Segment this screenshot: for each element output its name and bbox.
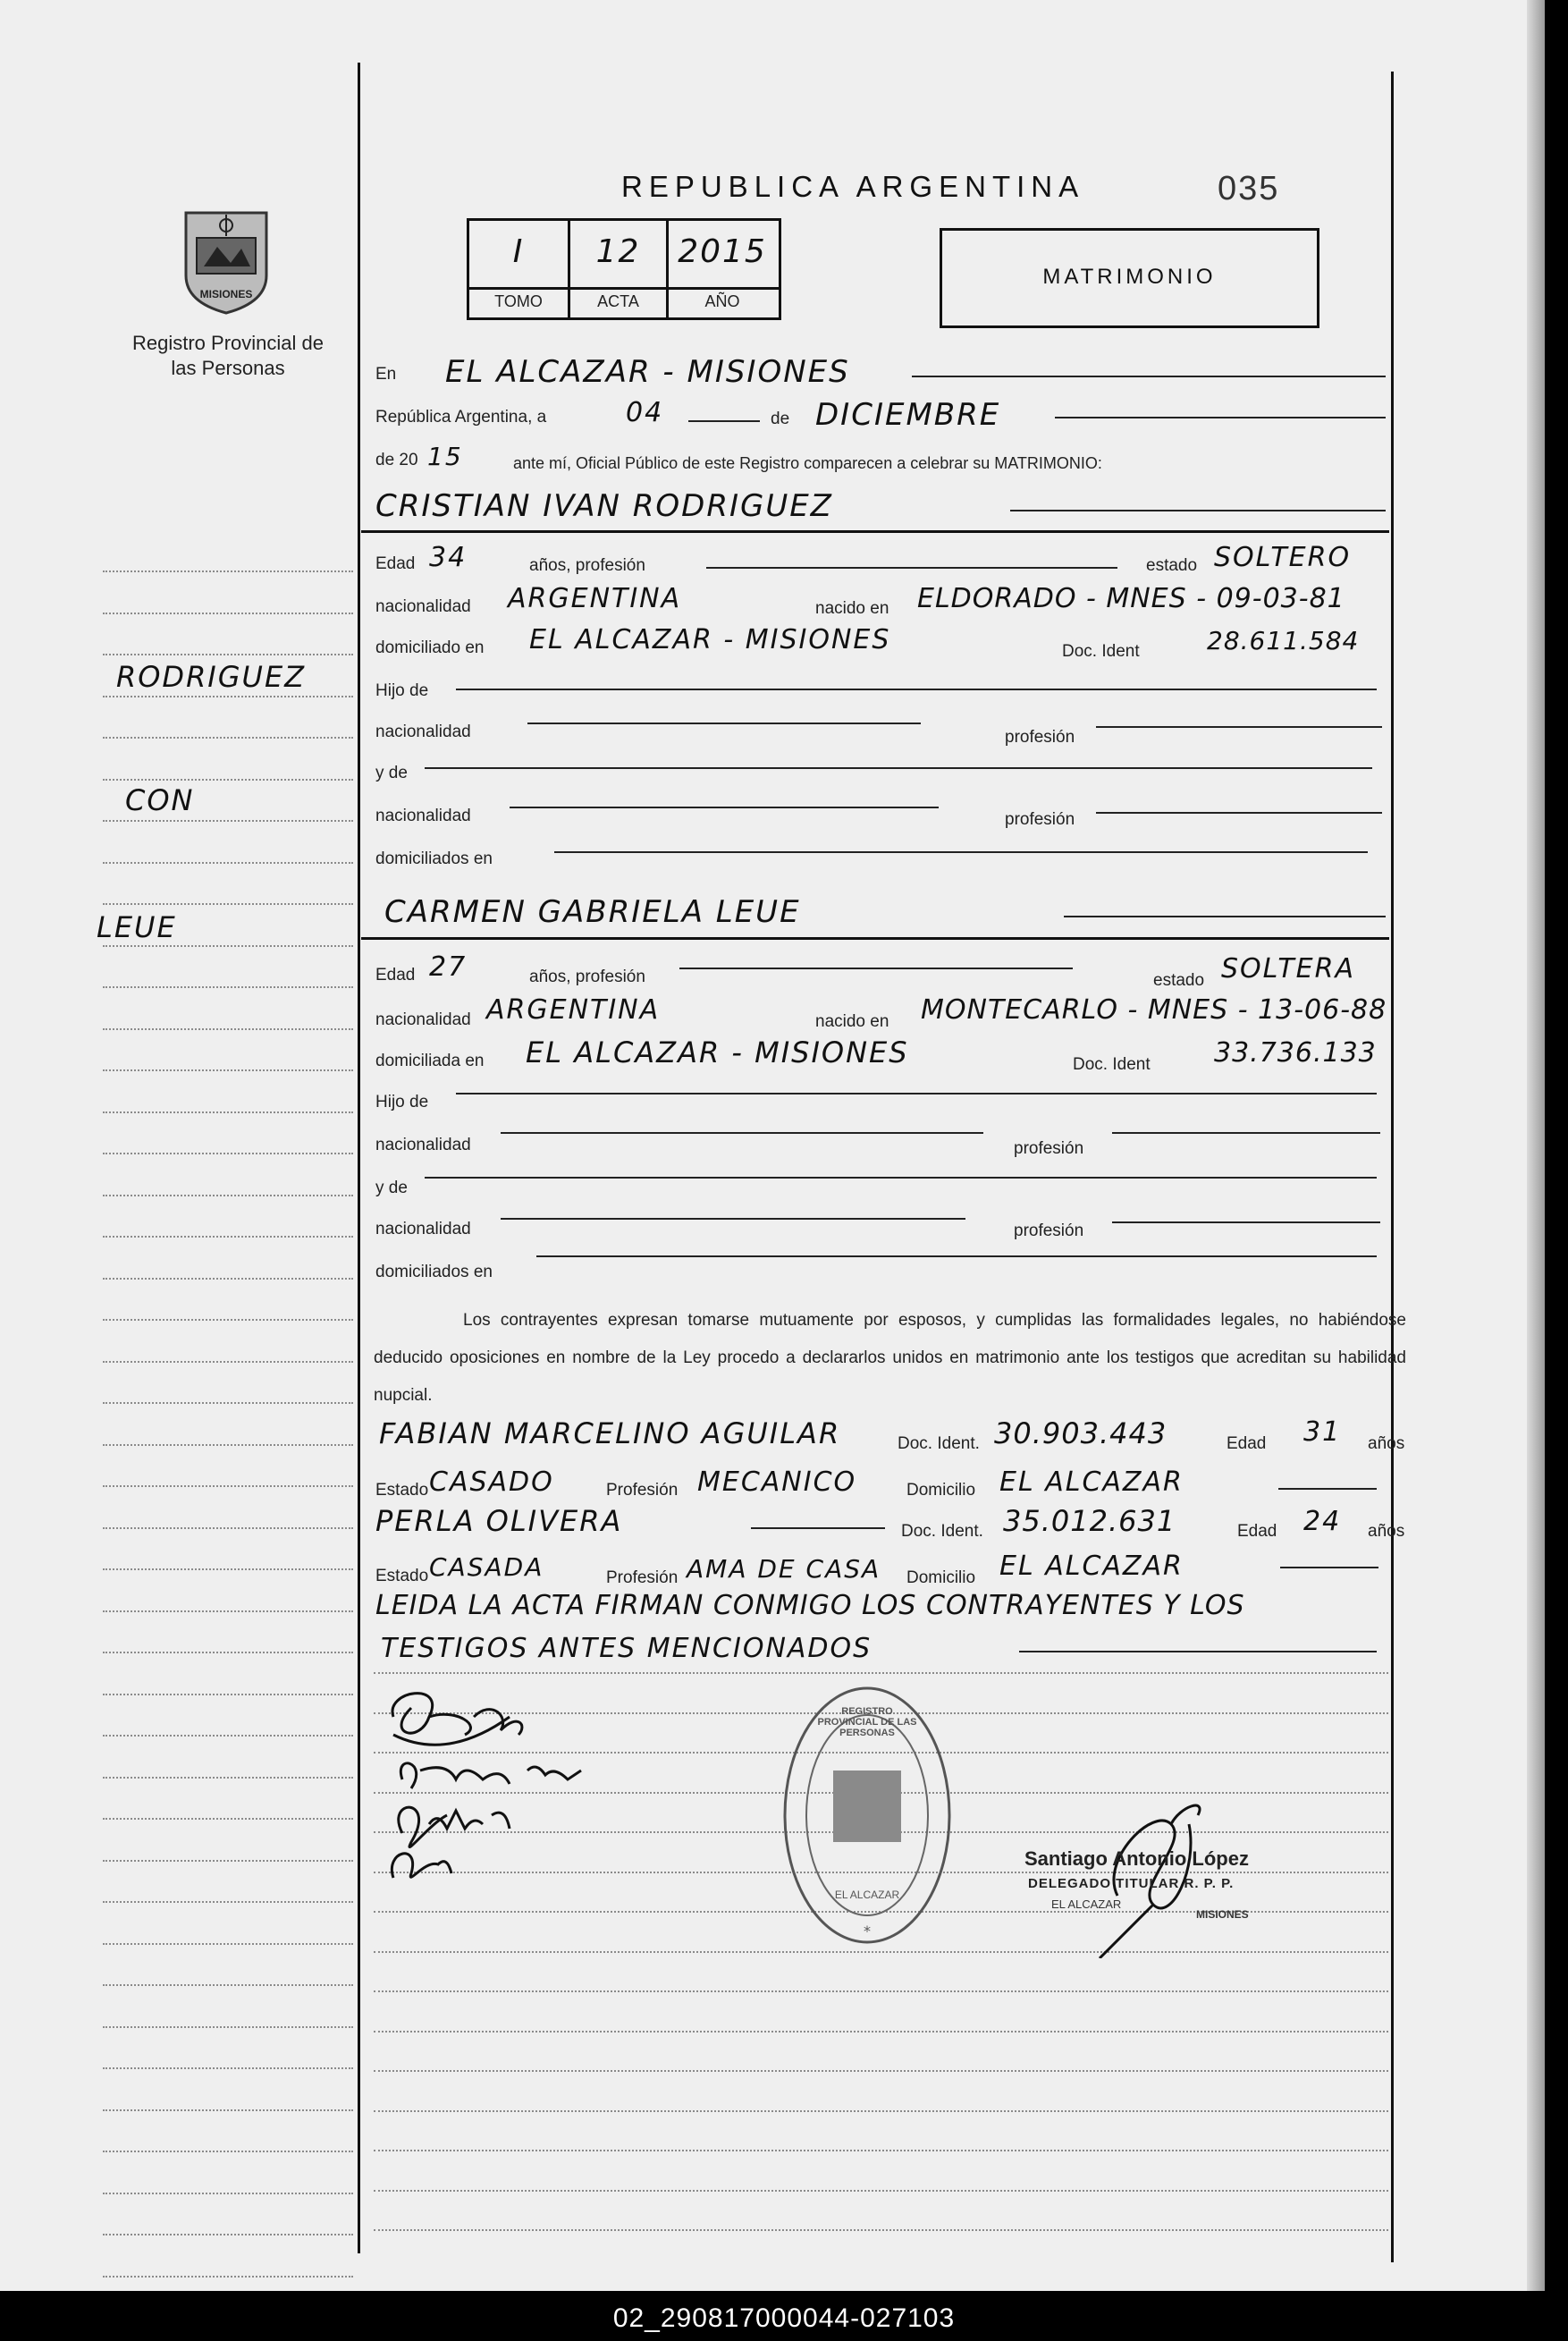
place: EL ALCAZAR - MISIONES bbox=[445, 354, 850, 390]
witness2-doc-label: Doc. Ident. bbox=[901, 1522, 983, 1541]
body-dotted-line bbox=[374, 2031, 1388, 2033]
spouse1-estado-label: estado bbox=[1146, 556, 1198, 575]
spouse2-estado: SOLTERA bbox=[1221, 953, 1355, 985]
spouse1-nac-label: nacionalidad bbox=[375, 597, 471, 616]
margin-surname-2: LEUE bbox=[97, 910, 177, 944]
spouse2-estado-label: estado bbox=[1153, 971, 1205, 990]
witness1-edad-label: Edad bbox=[1227, 1434, 1267, 1453]
official-name: Santiago Antonio López bbox=[1024, 1847, 1249, 1870]
spouse1-domiciliados-label: domiciliados en bbox=[375, 849, 493, 868]
margin-dotted-line bbox=[103, 654, 353, 655]
margin-dotted-line bbox=[103, 1153, 353, 1154]
margin-dotted-line bbox=[103, 1278, 353, 1280]
year-prefix: de 20 bbox=[375, 451, 418, 469]
margin-dotted-line bbox=[103, 1901, 353, 1903]
margin-dotted-line bbox=[103, 2234, 353, 2235]
witness2-anos-label: años bbox=[1368, 1522, 1405, 1541]
margin-dotted-line bbox=[103, 2067, 353, 2069]
spouse2-nac2-label: nacionalidad bbox=[375, 1136, 471, 1154]
witness1-anos-label: años bbox=[1368, 1434, 1405, 1453]
body-dotted-line bbox=[374, 2110, 1388, 2112]
margin-dotted-line bbox=[103, 862, 353, 864]
witness1-profesion: MECANICO bbox=[697, 1466, 857, 1498]
margin-dotted-line bbox=[103, 1444, 353, 1446]
witness1-estado: CASADO bbox=[429, 1466, 554, 1498]
acta-label: ACTA bbox=[597, 292, 639, 310]
spouse2-hijo-label: Hijo de bbox=[375, 1093, 429, 1111]
spouse2-edad-label: Edad bbox=[375, 966, 416, 985]
spouse1-anos-label: años, profesión bbox=[529, 556, 645, 575]
margin-dotted-line bbox=[103, 1069, 353, 1071]
official-seal bbox=[778, 1681, 957, 1949]
spouse2-doc: 33.736.133 bbox=[1214, 1037, 1377, 1069]
party-signatures bbox=[375, 1681, 679, 1896]
margin-connector: CON bbox=[125, 783, 195, 817]
spouse1-yde-label: y de bbox=[375, 764, 408, 782]
body-dotted-line bbox=[374, 2229, 1388, 2231]
spouse2-prof-label: profesión bbox=[1014, 1139, 1084, 1158]
spouse2-nac-label: nacionalidad bbox=[375, 1010, 471, 1029]
acta-value: 12 bbox=[595, 233, 641, 270]
spouse2-age: 27 bbox=[429, 951, 468, 983]
margin-dotted-line bbox=[103, 820, 353, 822]
official-title: DELEGADO TITULAR R. P. P. bbox=[1028, 1876, 1235, 1891]
witness2-edad-label: Edad bbox=[1237, 1522, 1277, 1541]
witness1-doc: 30.903.443 bbox=[994, 1416, 1168, 1450]
spouse1-doc-label: Doc. Ident bbox=[1062, 642, 1140, 661]
margin-dotted-line bbox=[103, 1568, 353, 1570]
margin-dotted-line bbox=[103, 1319, 353, 1321]
margin-dotted-line bbox=[103, 737, 353, 739]
margin-dotted-line bbox=[103, 1777, 353, 1779]
spouse1-name: CRISTIAN IVAN RODRIGUEZ bbox=[375, 488, 833, 524]
spouse1-prof-label: profesión bbox=[1005, 728, 1075, 747]
margin-dotted-line bbox=[103, 2193, 353, 2194]
right-border bbox=[1391, 72, 1394, 2262]
tomo-value: I bbox=[512, 233, 525, 270]
spouse2-name: CARMEN GABRIELA LEUE bbox=[384, 894, 801, 930]
official-signature bbox=[1064, 1788, 1243, 1958]
margin-surname-1: RODRIGUEZ bbox=[116, 660, 307, 694]
witness2-estado-label: Estado bbox=[375, 1567, 429, 1585]
margin-dotted-line bbox=[103, 1652, 353, 1653]
witness2-domicilio: EL ALCAZAR bbox=[999, 1551, 1184, 1582]
spouse2-nationality: ARGENTINA bbox=[486, 994, 661, 1026]
witness1-doc-label: Doc. Ident. bbox=[898, 1434, 980, 1453]
day: 04 bbox=[626, 397, 664, 428]
margin-dotted-line bbox=[103, 1485, 353, 1487]
body-dotted-line bbox=[374, 2190, 1388, 2192]
margin-dotted-line bbox=[103, 613, 353, 614]
margin-dotted-line bbox=[103, 1735, 353, 1737]
spouse1-doc: 28.611.584 bbox=[1207, 626, 1360, 655]
margin-dotted-line bbox=[103, 1610, 353, 1612]
body-dotted-line bbox=[374, 1990, 1388, 1992]
margin-dotted-line bbox=[103, 696, 353, 697]
spouse1-estado: SOLTERO bbox=[1214, 542, 1352, 573]
witness1-name: FABIAN MARCELINO AGUILAR bbox=[379, 1416, 841, 1450]
spouse2-doc-label: Doc. Ident bbox=[1073, 1055, 1151, 1074]
registry-box bbox=[467, 218, 781, 320]
margin-dotted-line bbox=[103, 2151, 353, 2152]
margin-dotted-line bbox=[103, 1860, 353, 1862]
margin-dotted-line bbox=[103, 1236, 353, 1238]
witness2-age: 24 bbox=[1303, 1506, 1342, 1537]
spouse1-hijo-label: Hijo de bbox=[375, 681, 429, 700]
margin-dotted-line bbox=[103, 1694, 353, 1695]
margin-dotted-line bbox=[103, 903, 353, 905]
document-type-box bbox=[940, 228, 1319, 328]
closing-line-2: TESTIGOS ANTES MENCIONADOS bbox=[381, 1633, 873, 1664]
margin-dotted-line bbox=[103, 2109, 353, 2111]
spouse1-nacido-label: nacido en bbox=[815, 599, 889, 618]
anio-value: 2015 bbox=[678, 233, 767, 270]
seal-text: REGISTRO PROVINCIAL DE LAS PERSONAS bbox=[817, 1706, 917, 1738]
spouse1-dom-label: domiciliado en bbox=[375, 638, 485, 657]
spouse2-nac3-label: nacionalidad bbox=[375, 1220, 471, 1238]
body-dotted-line bbox=[374, 1672, 1388, 1674]
spouse1-birth: ELDORADO - MNES - 09-03-81 bbox=[917, 583, 1345, 614]
left-border bbox=[358, 63, 360, 2253]
spouse1-edad-label: Edad bbox=[375, 554, 416, 573]
margin-dotted-line bbox=[103, 1818, 353, 1820]
registry-emblem bbox=[177, 204, 275, 317]
witness2-profesion-label: Profesión bbox=[606, 1568, 679, 1587]
witness2-name: PERLA OLIVERA bbox=[375, 1504, 623, 1538]
spouse2-domiciliados-label: domiciliados en bbox=[375, 1263, 493, 1281]
margin-dotted-line bbox=[103, 779, 353, 781]
spouse2-birth: MONTECARLO - MNES - 13-06-88 bbox=[921, 994, 1387, 1026]
witness2-profesion: AMA DE CASA bbox=[687, 1554, 881, 1584]
margin-dotted-line bbox=[103, 1943, 353, 1945]
spouse1-nac3-label: nacionalidad bbox=[375, 807, 471, 825]
declaration-text: Los contrayentes expresan tomarse mutuamente por esposos, y cumplidas las formalidades legales, no habiéndose deducido oposiciones en nombre de la Ley procedo a declararlos unidos en matrimonio ante los testigos que acreditan su habilidad nupcial. bbox=[374, 1311, 1406, 1405]
margin-dotted-line bbox=[103, 1527, 353, 1529]
margin-dotted-line bbox=[103, 1984, 353, 1986]
seal-location: EL ALCAZAR bbox=[834, 1889, 900, 1901]
witness1-age: 31 bbox=[1303, 1416, 1342, 1448]
margin-dotted-line bbox=[103, 570, 353, 572]
margin-dotted-line bbox=[103, 1402, 353, 1404]
de-label: de bbox=[771, 410, 790, 428]
witness2-estado: CASADA bbox=[429, 1552, 544, 1582]
closing-line-1: LEIDA LA ACTA FIRMAN CONMIGO LOS CONTRAYENTES Y LOS bbox=[375, 1590, 1245, 1621]
tomo-label: TOMO bbox=[494, 292, 543, 310]
margin-dotted-line bbox=[103, 1111, 353, 1113]
page-number: 035 bbox=[1218, 170, 1280, 207]
witness1-domicilio-label: Domicilio bbox=[906, 1481, 976, 1500]
spouse1-nac2-label: nacionalidad bbox=[375, 723, 471, 741]
witness1-estado-label: Estado bbox=[375, 1481, 429, 1500]
header-country: REPUBLICA ARGENTINA bbox=[621, 170, 1085, 203]
margin-dotted-line bbox=[103, 2026, 353, 2028]
official-location: EL ALCAZAR bbox=[1051, 1897, 1122, 1911]
margin-dotted-line bbox=[103, 986, 353, 988]
margin-dotted-line bbox=[103, 945, 353, 947]
witness2-domicilio-label: Domicilio bbox=[906, 1568, 976, 1587]
month: DICIEMBRE bbox=[815, 397, 1001, 433]
document-type: MATRIMONIO bbox=[1042, 265, 1217, 289]
witness1-profesion-label: Profesión bbox=[606, 1481, 679, 1500]
file-id: 02_290817000044-027103 bbox=[612, 2303, 956, 2333]
margin-dotted-line bbox=[103, 1195, 353, 1196]
witness1-domicilio: EL ALCAZAR bbox=[999, 1466, 1184, 1498]
spouse2-dom-label: domiciliada en bbox=[375, 1052, 485, 1070]
official-province: MISIONES bbox=[1196, 1908, 1249, 1921]
spouse1-nationality: ARGENTINA bbox=[508, 583, 682, 614]
spouse1-age: 34 bbox=[429, 542, 468, 573]
spouse2-domicile: EL ALCAZAR - MISIONES bbox=[526, 1035, 909, 1069]
witness2-doc: 35.012.631 bbox=[1003, 1504, 1176, 1538]
spouse2-anos-label: años, profesión bbox=[529, 968, 645, 986]
margin-dotted-line bbox=[103, 1361, 353, 1363]
spouse2-nacido-label: nacido en bbox=[815, 1012, 889, 1031]
en-label: En bbox=[375, 365, 397, 384]
svg-text:*: * bbox=[864, 1923, 871, 1940]
margin-dotted-line bbox=[103, 2276, 353, 2278]
year-suffix: 15 bbox=[427, 442, 463, 471]
republica-label: República Argentina, a bbox=[375, 408, 547, 427]
registry-label: Registro Provincial de las Personas bbox=[132, 332, 324, 379]
appear-text: ante mí, Oficial Público de este Registro comparecen a celebrar su MATRIMONIO: bbox=[513, 454, 1102, 472]
body-dotted-line bbox=[374, 2150, 1388, 2151]
spouse2-prof2-label: profesión bbox=[1014, 1221, 1084, 1240]
spouse1-prof2-label: profesión bbox=[1005, 810, 1075, 829]
anio-label: AÑO bbox=[704, 292, 740, 310]
body-dotted-line bbox=[374, 2070, 1388, 2072]
spouse1-domicile: EL ALCAZAR - MISIONES bbox=[529, 624, 891, 655]
emblem-text: MISIONES bbox=[199, 288, 253, 300]
spouse2-yde-label: y de bbox=[375, 1179, 408, 1197]
margin-dotted-line bbox=[103, 1028, 353, 1030]
page-edge bbox=[1527, 0, 1545, 2291]
